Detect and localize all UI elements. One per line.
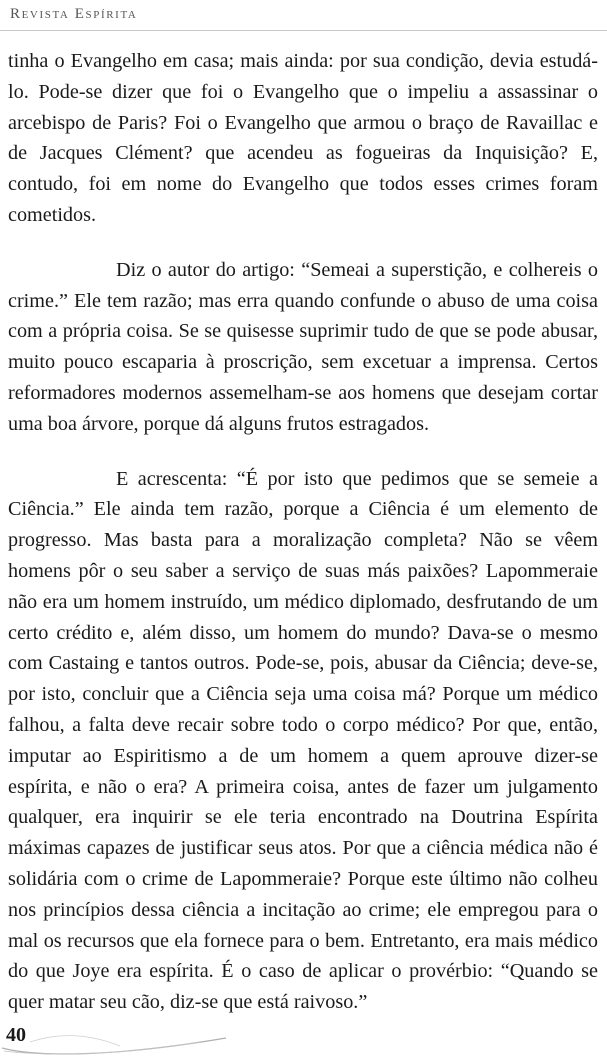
paragraph-1: tinha o Evangelho em casa; mais ainda: por sua condição, devia estudá-lo. Pode-se dizer que foi o Evangelho que o impeliu a assassinar o arcebispo de Paris? Foi o Evangelho que armou o braço de Ravaillac e de Jacques Clément? que acendeu as fogueiras da Inquisição? E, contudo, foi em nome do Evangelho que todos esses crimes foram cometidos. <box>8 50 598 226</box>
page-body <box>8 46 598 1018</box>
paragraph-2: Diz o autor do artigo: “Semeai a superstição, e colhereis o crime.” Ele tem razão; mas erra quando confunde o abuso de uma coisa com a própria coisa. Se se quisesse suprimir tudo de que se pode abusar, muito pouco escaparia à proscrição, sem excetuar a imprensa. Certos reformadores modernos assemelham-se aos homens que desejam cortar uma boa árvore, porque dá alguns frutos estragados. <box>8 258 598 435</box>
paragraph-3: E acrescenta: “É por isto que pedimos que se semeie a Ciência.” Ele ainda tem razão, porque a Ciência é um elemento de progresso. Mas basta para a moralização completa? Não se vêem homens pôr o seu saber a serviço de suas más paixões? Lapommeraie não era um homem instruído, um médico diplomado, desfrutando de um certo crédito e, além disso, um homem do mundo? Dava-se o mesmo com Castaing e tantos outros. Pode-se, pois, abusar da Ciência; deve-se, por isto, concluir que a Ciência seja uma coisa má? Porque um médico falhou, a falta deve recair sobre todo o corpo médico? Por que, então, imputar ao Espiritismo a de um homem a quem aprouve dizer-se espírita, e não o era? A primeira coisa, antes de fazer um julgamento qualquer, era inquirir se ele teria encontrado na Doutrina Espírita máximas capazes de justificar seus atos. Por que a ciência médica não é solidária com o crime de Lapommeraie? Porque este último não colheu nos princípios dessa ciência a incitação ao crime; ele empregou para o mal os recursos que ela fornece para o bem. Entretanto, era mais médico do que Joye era espírita. É o caso de aplicar o provérbio: “Quando se quer matar seu cão, diz-se que está raivoso.” <box>8 467 598 1014</box>
swoosh-ornament-icon <box>0 1018 230 1056</box>
page-number: 40 <box>6 1024 26 1046</box>
running-title: Revista Espírita <box>10 6 138 22</box>
header-rule <box>0 30 607 31</box>
